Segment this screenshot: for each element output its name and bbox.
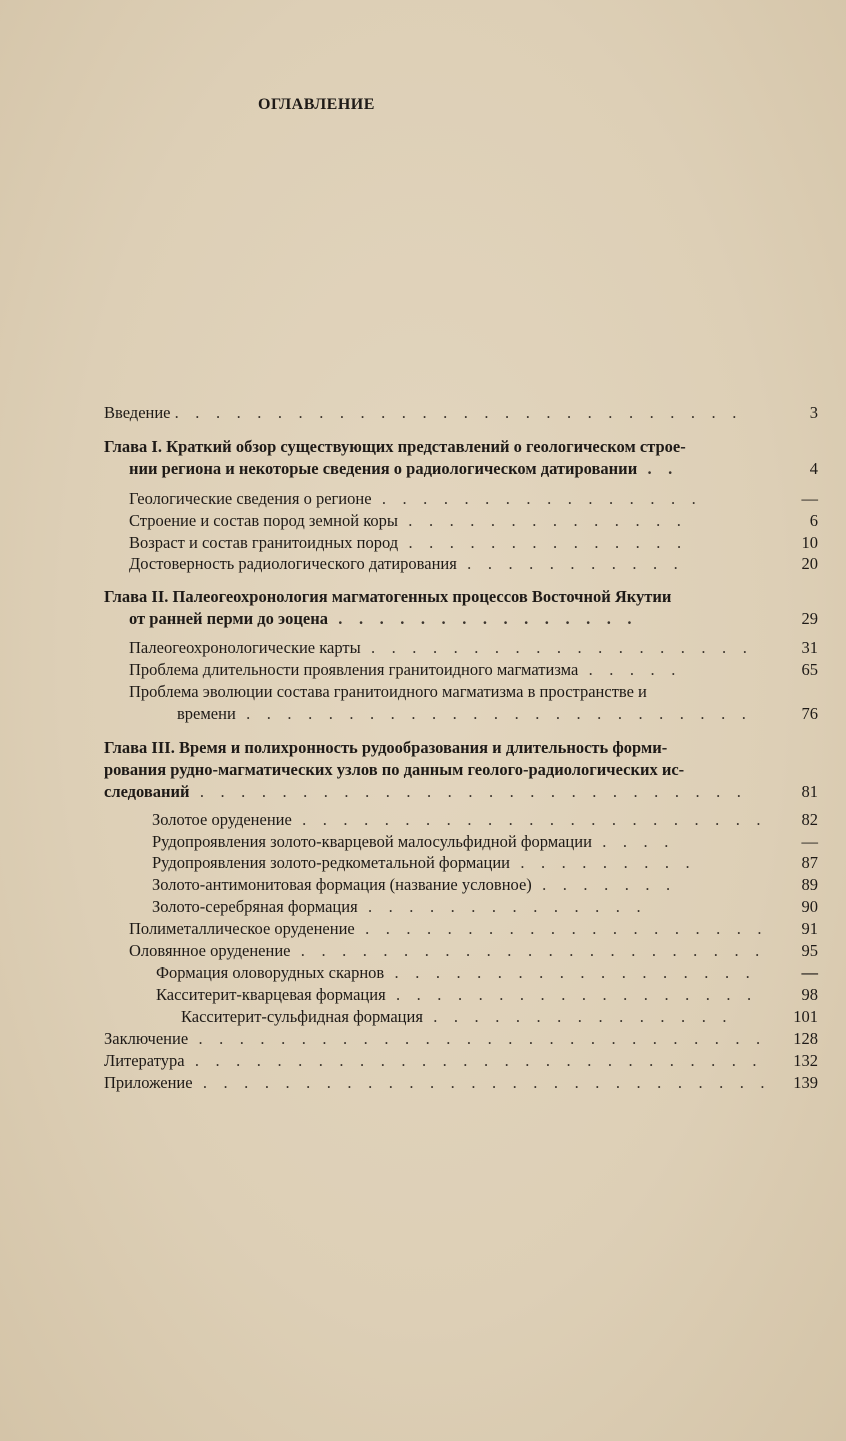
toc-entry-line-2: времени . . . . . . . . . . . . . . . . . . . . . . . . . (177, 704, 753, 723)
toc-entry-label: Введение (104, 403, 171, 422)
chapter-1-heading-line-2: нии региона и некоторые сведения о радиологическом датировании . . (129, 459, 679, 478)
toc-page-number: 82 (801, 810, 818, 829)
toc-entry: Заключение . . . . . . . . . . . . . . . . . . . . . . . . . . . . (104, 1029, 767, 1048)
toc-entry-intro (104, 402, 743, 424)
toc-entry: Приложение . . . . . . . . . . . . . . . . . . . . . . . . . . . . (104, 1073, 771, 1092)
toc-page-number: 87 (801, 853, 818, 872)
toc-entry: Оловянное оруденение . . . . . . . . . . . . . . . . . . . . . . . (129, 941, 766, 960)
leader-dots: . . . . . . . . . . . . . . . . (371, 489, 702, 508)
toc-title: ОГЛАВЛЕНИЕ (258, 96, 375, 113)
toc-page-number: 95 (801, 941, 818, 960)
leader-dots: . . . . . . . . . . . . . . . . . . . . . . . (291, 810, 767, 829)
leader-dots: . . . . . . . . . (510, 853, 696, 872)
toc-page-number: 29 (801, 609, 818, 628)
leader-dots: . . . . . . . . . . . . . . . . . . . . . . . . . . . (189, 782, 748, 801)
chapter-2-heading-line-2: от ранней перми до эоцена . . . . . . . . . . . . . . . (129, 609, 638, 628)
toc-page-number: 6 (809, 511, 818, 530)
toc-page-number: 91 (801, 919, 818, 938)
leader-dots: . . . . . . . . . . . . . . . . . . . . . . . . . . . . (188, 1029, 767, 1048)
chapter-3-heading-line-2: рования рудно-магматических узлов по данным геолого-радиологических ис- (104, 760, 685, 779)
toc-page-number: 98 (801, 985, 818, 1004)
leader-dots: . . . . . . . . . . . . . . . . . . . . . . . . . . . . (184, 1051, 763, 1070)
leader-dots: . . . . . . . . . . . . . . . . . . . . (354, 919, 768, 938)
toc-page-number: — (801, 963, 818, 982)
toc-entry: Рудопроявления золото-кварцевой малосульфидной формации . . . . (152, 832, 675, 851)
toc-page-number: 101 (793, 1007, 818, 1026)
leader-dots: . . . . . . . . . . . . . . . . . . . . . . . . . . . . (174, 403, 743, 422)
toc-page-number: 139 (793, 1073, 818, 1092)
toc-entry: Проблема длительности проявления гранитоидного магматизма . . . . . (129, 660, 682, 679)
chapter-1-heading-line-1: Глава I. Краткий обзор существующих представлений о геологическом строе- (104, 437, 686, 456)
toc-entry: Рудопроявления золото-редкометальной формации . . . . . . . . . (152, 853, 696, 872)
leader-dots: . . . . . . . . . . . . . . . . . . (384, 963, 756, 982)
toc-page-number: 76 (801, 704, 818, 723)
toc-page-number: 89 (801, 875, 818, 894)
leader-dots: . . . . . . . . . . . . . . (397, 511, 688, 530)
toc-page-number: 81 (801, 782, 818, 801)
chapter-3-heading-line-1: Глава III. Время и полихронность рудообразования и длительность форми- (104, 738, 668, 757)
toc-page-number: 128 (793, 1029, 818, 1048)
leader-dots: . . . . . . . . . . . . . . . . . . . . . . . . . (235, 704, 753, 723)
leader-dots: . . . . . . . . . . . . . . (398, 533, 688, 552)
toc-entry: Геологические сведения о регионе . . . . . . . . . . . . . . . . (129, 489, 702, 508)
toc-entry: Полиметаллическое оруденение . . . . . . . . . . . . . . . . . . . . (129, 919, 768, 938)
toc-entry: Золото-антимонитовая формация (название условное) . . . . . . . (152, 875, 677, 894)
toc-page-number: — (801, 489, 818, 508)
toc-entry: Касситерит-сульфидная формация . . . . . . . . . . . . . . . (181, 1007, 733, 1026)
toc-page-number: 31 (801, 638, 818, 657)
toc-entry: Литература . . . . . . . . . . . . . . . . . . . . . . . . . . . . (104, 1051, 763, 1070)
toc-page-number: 132 (793, 1051, 818, 1070)
leader-dots: . . . . . . . . . . . . . . (357, 897, 647, 916)
leader-dots: . . . . . . . . . . . . . . . (327, 609, 638, 628)
leader-dots: . . . . . . . . . . . (456, 554, 684, 573)
toc-entry: Золотое оруденение . . . . . . . . . . . . . . . . . . . . . . . (152, 810, 767, 829)
toc-entry: Достоверность радиологического датирования . . . . . . . . . . . (129, 554, 684, 573)
toc-entry: Касситерит-кварцевая формация . . . . . . . . . . . . . . . . . . (156, 985, 758, 1004)
leader-dots: . . . . . . . . . . . . . . . . . . (385, 985, 758, 1004)
toc-page-number: 65 (801, 660, 818, 679)
leader-dots: . . . . . . . (531, 875, 677, 894)
toc-entry: Возраст и состав гранитоидных пород . . . . . . . . . . . . . . (129, 533, 688, 552)
toc-entry: Формация оловорудных скарнов . . . . . . . . . . . . . . . . . . (156, 963, 756, 982)
leader-dots: . . . . . . . . . . . . . . . (422, 1007, 733, 1026)
chapter-3-heading-line-3: следований . . . . . . . . . . . . . . . . . . . . . . . . . . . (104, 782, 748, 801)
leader-dots: . . . . . . . . . . . . . . . . . . . (360, 638, 754, 657)
toc-entry-line-1: Проблема эволюции состава гранитоидного магматизма в пространстве и (129, 682, 647, 701)
leader-dots: . . (637, 459, 679, 478)
toc-page-number: 10 (801, 533, 818, 552)
leader-dots: . . . . . . . . . . . . . . . . . . . . . . . (290, 941, 766, 960)
toc-entry: Палеогеохронологические карты . . . . . . . . . . . . . . . . . . . (129, 638, 754, 657)
toc-page-number: 20 (801, 554, 818, 573)
toc-page-number: — (801, 832, 818, 851)
leader-dots: . . . . . . . . . . . . . . . . . . . . . . . . . . . . (192, 1073, 771, 1092)
toc-entry: Золото-серебряная формация . . . . . . . . . . . . . . (152, 897, 647, 916)
toc-entry: Строение и состав пород земной коры . . . . . . . . . . . . . . (129, 511, 688, 530)
toc-page-number: 4 (809, 459, 818, 478)
leader-dots: . . . . . (578, 660, 682, 679)
leader-dots: . . . . (591, 832, 675, 851)
toc-page-number: 90 (801, 897, 818, 916)
toc-page-number: 3 (809, 403, 818, 422)
chapter-2-heading-line-1: Глава II. Палеогеохронология магматогенных процессов Восточной Якутии (104, 587, 672, 606)
